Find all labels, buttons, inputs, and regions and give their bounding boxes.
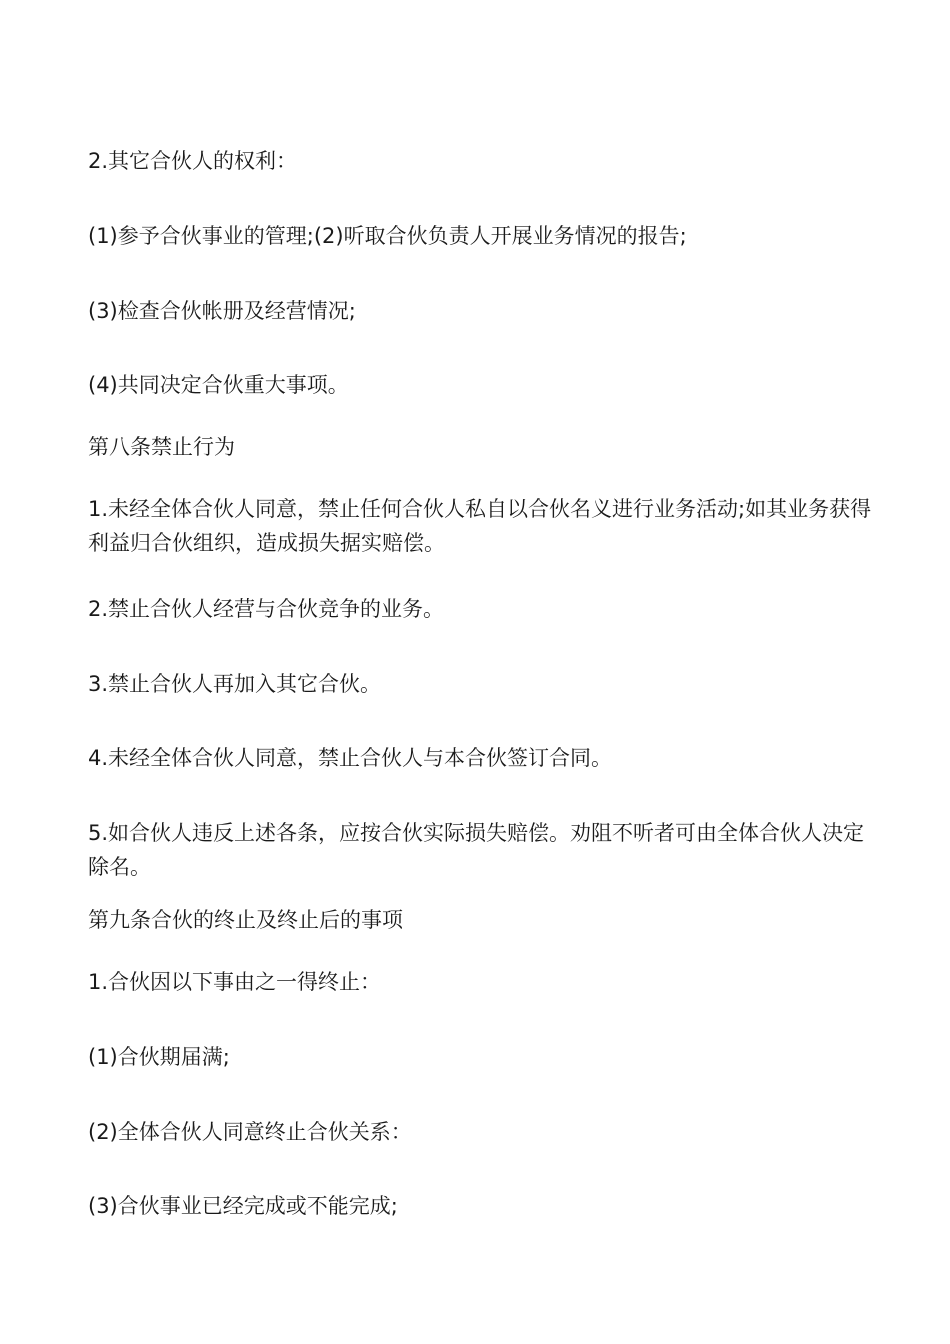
paragraph-prohibition-2: 2.禁止合伙人经营与合伙竞争的业务。 (88, 597, 445, 621)
heading-article-9: 第九条合伙的终止及终止后的事项 (88, 908, 403, 932)
paragraph-prohibition-5: 5.如合伙人违反上述各条，应按合伙实际损失赔偿。劝阻不听者可由全体合伙人决定除名。 (88, 821, 865, 879)
paragraph-rights-item-4: (4)共同决定合伙重大事项。 (88, 373, 349, 397)
paragraph-termination-item-1: (1)合伙期届满; (88, 1045, 230, 1069)
paragraph-prohibition-4: 4.未经全体合伙人同意，禁止合伙人与本合伙签订合同。 (88, 746, 613, 770)
paragraph-rights-item-1-2: (1)参予合伙事业的管理;(2)听取合伙负责人开展业务情况的报告; (88, 224, 687, 248)
paragraph-termination-item-2: (2)全体合伙人同意终止合伙关系： (88, 1120, 412, 1144)
paragraph-prohibition-3: 3.禁止合伙人再加入其它合伙。 (88, 672, 382, 696)
paragraph-rights-item-3: (3)检查合伙帐册及经营情况; (88, 299, 356, 323)
paragraph-termination-reasons: 1.合伙因以下事由之一得终止： (88, 970, 382, 994)
paragraph-other-partners-rights: 2.其它合伙人的权利： (88, 149, 298, 173)
paragraph-termination-item-3: (3)合伙事业已经完成或不能完成; (88, 1194, 398, 1218)
paragraph-prohibition-1: 1.未经全体合伙人同意，禁止任何合伙人私自以合伙名义进行业务活动;如其业务获得利益归合伙组织，造成损失据实赔偿。 (88, 497, 872, 555)
heading-article-8: 第八条禁止行为 (88, 435, 235, 459)
